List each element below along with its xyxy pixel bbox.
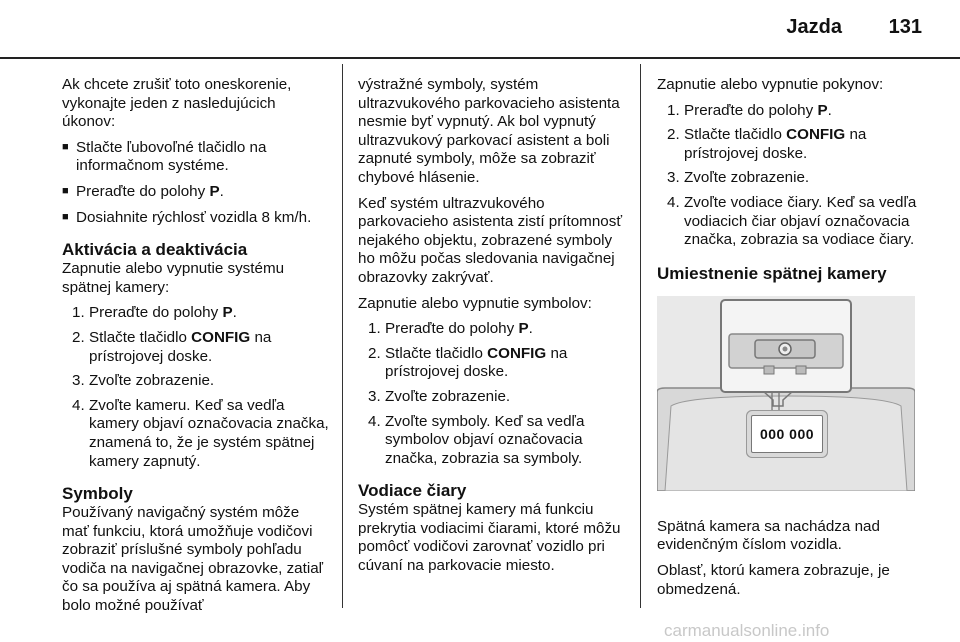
camera-diagram <box>657 296 915 491</box>
step-2: 2. Stlačte tlačidlo CONFIG na prístrojovej doske. <box>667 126 867 162</box>
guides-text: Systém spätnej kamery má funkciu prekrytia vodiacimi čiarami, ktoré môžu pomôcť vodičovi zarovnať vozidlo pri cúvaní na parkovacie miesto. <box>358 501 621 575</box>
bullet-item: ■ Dosiahnite rýchlosť vozidla 8 km/h. <box>62 209 330 228</box>
symbols-text: Používaný navigačný systém môže mať funkciu, ktorá umožňuje vodičovi zobraziť príslušné symboly pohľadu vodiča na navigačnej obrazovke, zatiaľ čo sa používa aj spätná kamera. Aby bolo možné používať <box>62 504 324 615</box>
step-3: 3. Zvoľte zobrazenie. <box>368 387 511 405</box>
column-divider <box>640 64 641 608</box>
caption-1: Spätná kamera sa nachádza nad evidenčným číslom vozidla. <box>657 517 880 554</box>
heading-activation: Aktivácia a deaktivácia <box>62 240 248 260</box>
column-divider <box>342 64 343 608</box>
bullet-item: ■ Stlačte ľubovoľné tlačidlo na informačnom systéme. <box>62 139 330 176</box>
step-1: 1. Preraďte do polohy P. <box>667 101 832 119</box>
step-1: 1. Preraďte do polohy P. <box>72 304 237 322</box>
license-plate: 000 000 <box>751 415 823 453</box>
bullet-item: ■ Preraďte do polohy P. <box>62 183 330 202</box>
paragraph: Keď systém ultrazvukového parkovacieho asistenta zistí prítomnosť nejakého objektu, zobrazené symboly ho môžu počas sledovania navigačnej obrazovky zakrývať. <box>358 194 623 286</box>
step-3: 3. Zvoľte zobrazenie. <box>72 372 215 390</box>
steps-list <box>62 304 330 471</box>
column-3 <box>657 76 925 606</box>
paragraph: Zapnutie alebo vypnutie symbolov: <box>358 294 592 312</box>
step-4: 4. Zvoľte symboly. Keď sa vedľa symbolov objaví označovacia značka, zobrazia sa symboly. <box>368 412 585 467</box>
column-1 <box>62 76 330 623</box>
activation-intro: Zapnutie alebo vypnutie systému spätnej kamery: <box>62 260 285 296</box>
chapter-title: Jazda <box>786 16 842 38</box>
paragraph: výstražné symboly, systém ultrazvukového parkovacieho asistenta nesmie byť vypnutý. Ak bol vypnutý ultrazvukový parkovací asistent a boli zapnuté symboly, môže sa zobraziť chybové hlásenie. <box>358 76 620 186</box>
steps-list <box>358 320 628 468</box>
watermark: carmanualsonline.info <box>664 621 830 640</box>
camera-illustration <box>657 296 915 491</box>
paragraph: Zapnutie alebo vypnutie pokynov: <box>657 76 884 93</box>
step-1: 1. Preraďte do polohy P. <box>368 320 533 338</box>
column-2 <box>358 76 628 583</box>
step-2: 2. Stlačte tlačidlo CONFIG na prístrojovej doske. <box>368 344 568 381</box>
heading-guides: Vodiace čiary <box>358 481 467 501</box>
step-3: 3. Zvoľte zobrazenie. <box>667 169 810 187</box>
heading-symbols: Symboly <box>62 484 133 504</box>
step-4: 4. Zvoľte vodiace čiary. Keď sa vedľa vodiacich čiar objaví označovacia značka, zobrazia sa vodiace čiary. <box>667 193 917 249</box>
step-2: 2. Stlačte tlačidlo CONFIG na prístrojovej doske. <box>72 328 272 365</box>
caption-2: Oblasť, ktorú kamera zobrazuje, je obmedzená. <box>657 561 890 598</box>
page-number: 131 <box>888 16 922 38</box>
intro-text: Ak chcete zrušiť toto oneskorenie, vykonajte jeden z nasledujúcich úkonov: <box>62 76 292 131</box>
step-4: 4. Zvoľte kameru. Keď sa vedľa kamery objaví označovacia značka, znamená to, že je systém spätnej kamery zapnutý. <box>72 396 329 470</box>
heading-camera-location: Umiestnenie spätnej kamery <box>657 263 887 283</box>
page-header <box>0 0 960 58</box>
steps-list <box>657 102 925 250</box>
header-rule <box>0 57 960 59</box>
